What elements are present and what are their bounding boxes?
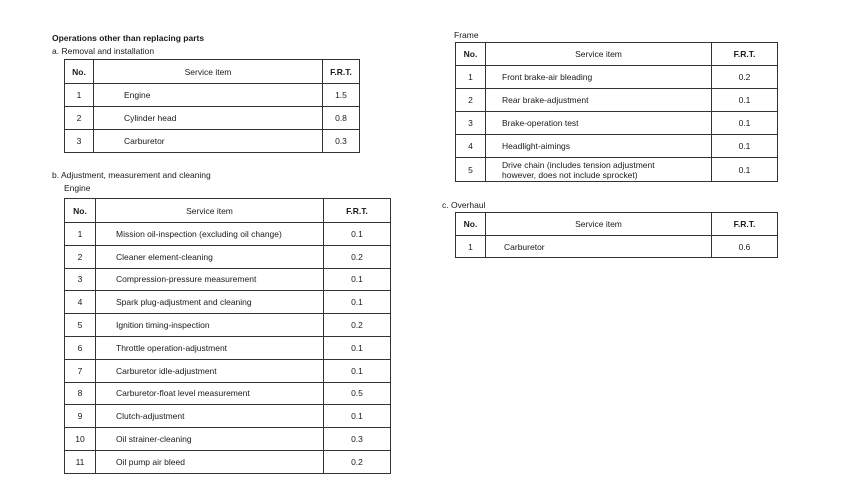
row-frt: 0.1 xyxy=(324,405,391,428)
row-service-item: Spark plug-adjustment and cleaning xyxy=(96,291,324,314)
row-no: 1 xyxy=(456,66,486,89)
row-frt: 0.1 xyxy=(712,135,778,158)
table-row xyxy=(65,245,391,268)
table-row xyxy=(65,84,360,107)
row-service-item: Cleaner element-cleaning xyxy=(96,245,324,268)
row-frt: 0.1 xyxy=(324,336,391,359)
row-no: 1 xyxy=(456,236,486,258)
row-no: 1 xyxy=(65,223,96,246)
col-no: No. xyxy=(456,213,486,236)
row-service-item: Carburetor xyxy=(94,130,323,153)
row-no: 6 xyxy=(65,336,96,359)
engine-label: Engine xyxy=(64,183,91,193)
removal-installation-table xyxy=(64,59,360,153)
row-no: 7 xyxy=(65,359,96,382)
row-no: 5 xyxy=(65,314,96,337)
row-service-item: Rear brake-adjustment xyxy=(486,89,712,112)
row-no: 2 xyxy=(65,245,96,268)
table-row xyxy=(65,336,391,359)
col-frt: F.R.T. xyxy=(324,199,391,223)
row-frt: 0.6 xyxy=(712,236,778,258)
page-heading: Operations other than replacing parts xyxy=(52,33,205,43)
row-service-item: Ignition timing-inspection xyxy=(96,314,324,337)
row-no: 3 xyxy=(456,112,486,135)
col-service-item: Service item xyxy=(96,199,324,223)
row-frt: 0.1 xyxy=(712,158,778,182)
row-service-item: Headlight-aimings xyxy=(486,135,712,158)
row-service-item-line1: Drive chain (includes tension adjustment xyxy=(502,159,655,170)
table-row xyxy=(456,112,778,135)
table-row xyxy=(65,130,360,153)
table-header-row xyxy=(456,43,778,66)
row-no: 3 xyxy=(65,268,96,291)
table-row xyxy=(65,450,391,473)
row-no: 5 xyxy=(456,158,486,182)
row-no: 4 xyxy=(456,135,486,158)
col-no: No. xyxy=(65,199,96,223)
row-no: 1 xyxy=(65,84,94,107)
row-service-item: Carburetor xyxy=(486,236,712,258)
table-row xyxy=(65,405,391,428)
row-service-item: Oil pump air bleed xyxy=(96,450,324,473)
row-frt: 0.2 xyxy=(324,245,391,268)
engine-adjustment-table xyxy=(64,198,391,474)
frame-table xyxy=(455,42,778,182)
row-no: 9 xyxy=(65,405,96,428)
row-service-item-line2: however, does not include sprocket) xyxy=(502,169,638,180)
table-header-row xyxy=(456,213,778,236)
row-frt: 0.1 xyxy=(324,268,391,291)
row-frt: 0.1 xyxy=(712,89,778,112)
section-b-heading: b. Adjustment, measurement and cleaning xyxy=(52,170,211,180)
row-service-item: Engine xyxy=(94,84,323,107)
frame-label: Frame xyxy=(454,30,479,40)
row-frt: 1.5 xyxy=(323,84,360,107)
row-frt: 0.1 xyxy=(324,359,391,382)
row-no: 8 xyxy=(65,382,96,405)
col-service-item: Service item xyxy=(486,213,712,236)
row-no: 4 xyxy=(65,291,96,314)
row-service-item: Front brake-air bleading xyxy=(486,66,712,89)
row-service-item: Cylinder head xyxy=(94,107,323,130)
overhaul-table xyxy=(455,212,778,258)
table-header-row xyxy=(65,199,391,223)
row-frt: 0.1 xyxy=(324,291,391,314)
col-frt: F.R.T. xyxy=(323,60,360,84)
row-service-item: Compression-pressure measurement xyxy=(96,268,324,291)
row-frt: 0.2 xyxy=(324,450,391,473)
row-service-item: Brake-operation test xyxy=(486,112,712,135)
row-frt: 0.1 xyxy=(712,112,778,135)
table-row xyxy=(456,158,778,182)
table-row xyxy=(65,223,391,246)
section-a-heading: a. Removal and installation xyxy=(52,46,155,56)
table-row xyxy=(456,135,778,158)
table-row xyxy=(65,291,391,314)
section-c-heading: c. Overhaul xyxy=(442,200,486,210)
row-service-item: Carburetor idle-adjustment xyxy=(96,359,324,382)
table-row xyxy=(456,236,778,258)
row-no: 11 xyxy=(65,450,96,473)
row-no: 2 xyxy=(65,107,94,130)
table-row xyxy=(65,428,391,451)
table-row xyxy=(65,359,391,382)
row-service-item: Oil strainer-cleaning xyxy=(96,428,324,451)
row-frt: 0.1 xyxy=(324,223,391,246)
row-service-item: Clutch-adjustment xyxy=(96,405,324,428)
row-frt: 0.3 xyxy=(323,130,360,153)
row-no: 10 xyxy=(65,428,96,451)
col-service-item: Service item xyxy=(486,43,712,66)
col-frt: F.R.T. xyxy=(712,43,778,66)
col-service-item: Service item xyxy=(94,60,323,84)
col-no: No. xyxy=(456,43,486,66)
row-frt: 0.2 xyxy=(324,314,391,337)
row-frt: 0.8 xyxy=(323,107,360,130)
table-row xyxy=(65,382,391,405)
table-row xyxy=(65,107,360,130)
table-row xyxy=(456,89,778,112)
row-service-item: Carburetor-float level measurement xyxy=(96,382,324,405)
row-frt: 0.2 xyxy=(712,66,778,89)
row-service-item: Throttle operation-adjustment xyxy=(96,336,324,359)
row-service-item: Mission oil-inspection (excluding oil change) xyxy=(96,223,324,246)
table-row xyxy=(65,268,391,291)
row-no: 3 xyxy=(65,130,94,153)
table-header-row xyxy=(65,60,360,84)
row-service-item xyxy=(486,158,712,182)
table-row xyxy=(456,66,778,89)
row-no: 2 xyxy=(456,89,486,112)
col-no: No. xyxy=(65,60,94,84)
row-frt: 0.3 xyxy=(324,428,391,451)
col-frt: F.R.T. xyxy=(712,213,778,236)
table-row xyxy=(65,314,391,337)
row-frt: 0.5 xyxy=(324,382,391,405)
